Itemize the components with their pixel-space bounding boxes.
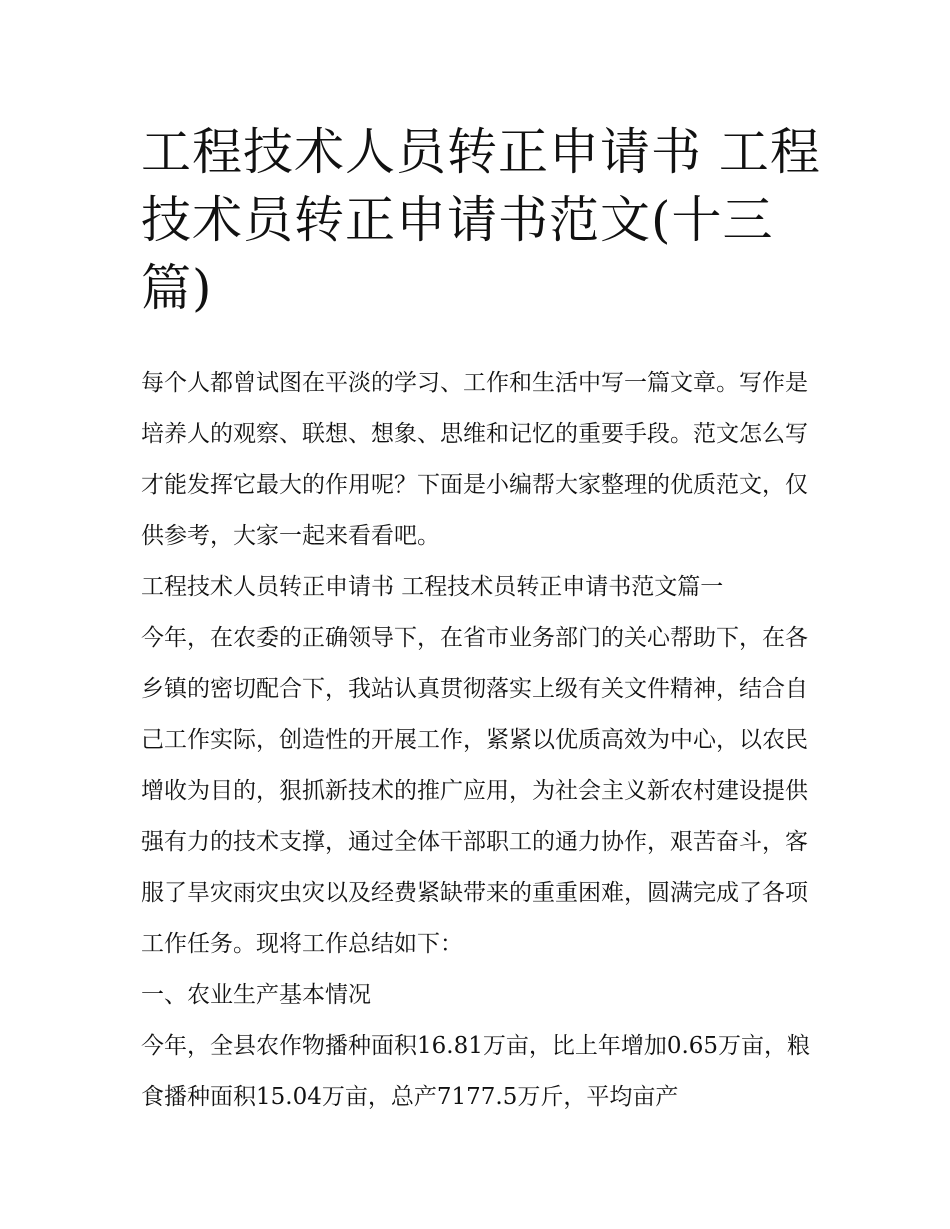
document-body: [141, 358, 813, 1123]
intro-paragraph: 每个人都曾试图在平淡的学习、工作和生活中写一篇文章。写作是培养人的观察、联想、想象、思维和记忆的重要手段。范文怎么写才能发挥它最大的作用呢？下面是小编帮大家整理的优质范文，仅供参考，大家一起来看看吧。: [141, 370, 808, 549]
body-paragraph: 今年，在农委的正确领导下，在省市业务部门的关心帮助下，在各乡镇的密切配合下，我站认真贯彻落实上级有关文件精神，结合自己工作实际，创造性的开展工作，紧紧以优质高效为中心，以农民增收为目的，狠抓新技术的推广应用，为社会主义新农村建设提供强有力的技术支撑，通过全体干部职工的通力协作，艰苦奋斗，客服了旱灾雨灾虫灾以及经费紧缺带来的重重困难，圆满完成了各项工作任务。现将工作总结如下：: [141, 625, 808, 957]
body-paragraph: 今年，全县农作物播种面积16.81万亩，比上年增加0.65万亩，粮食播种面积15.04万亩，总产7177.5万斤，平均亩产: [141, 1033, 811, 1110]
subsection-heading: 一、农业生产基本情况: [141, 982, 371, 1008]
section-heading: 工程技术人员转正申请书 工程技术员转正申请书范文篇一: [141, 574, 724, 600]
document-title: 工程技术人员转正申请书 工程技术员转正申请书范文(十三篇): [141, 123, 821, 317]
